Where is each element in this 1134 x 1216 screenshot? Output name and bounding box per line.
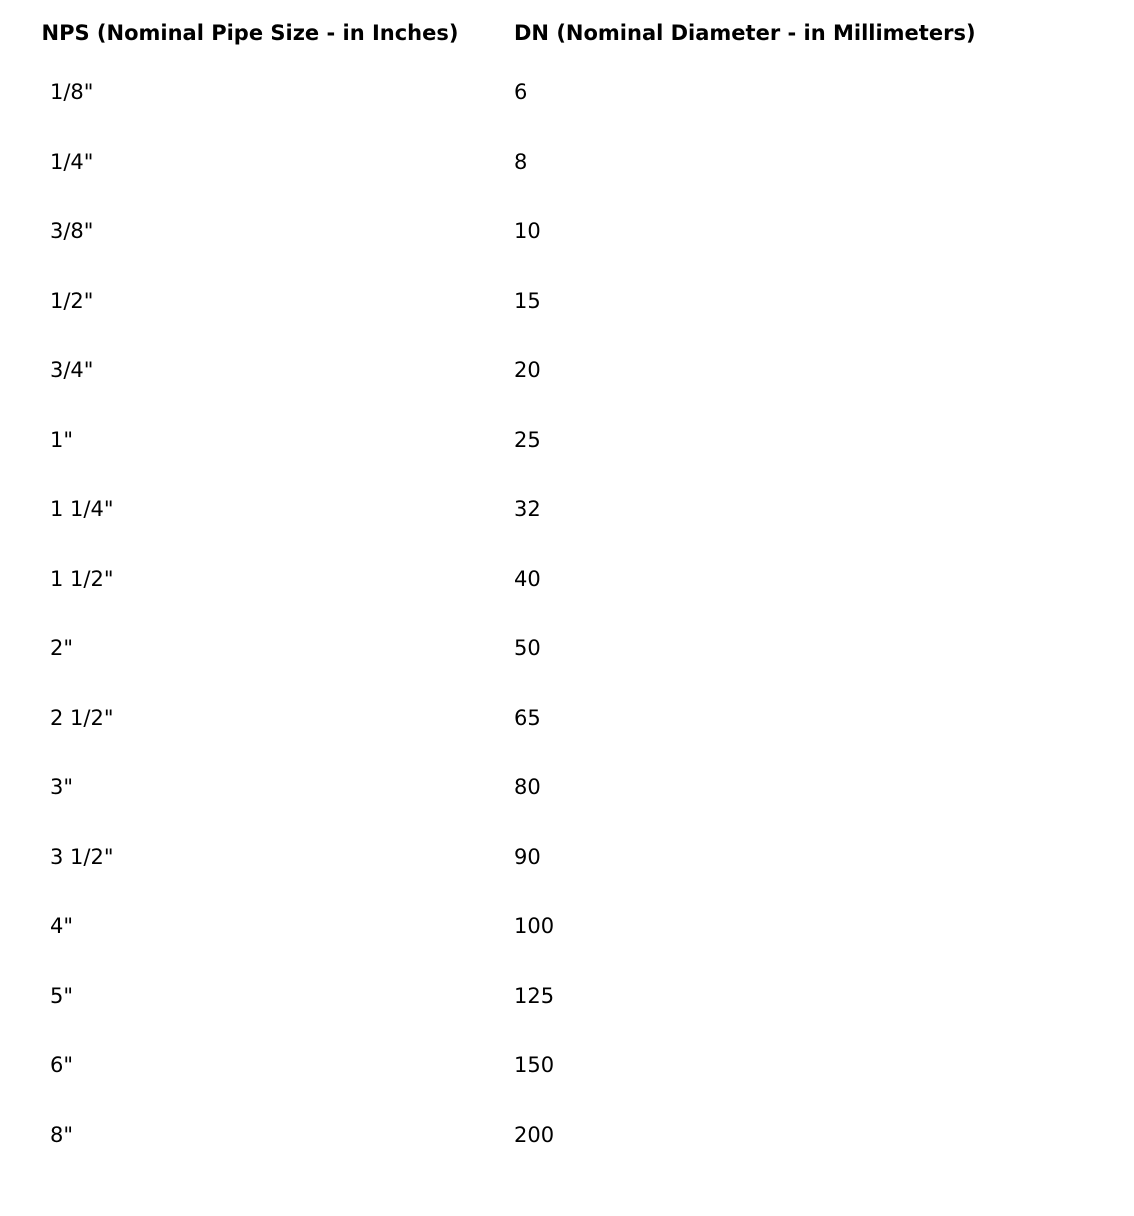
cell-dn: 32 [514, 497, 541, 522]
cell-dn: 200 [514, 1122, 555, 1147]
table-row [0, 1031, 1134, 1101]
table-header-row [0, 0, 1134, 58]
cell-nps: 1/8" [50, 80, 94, 105]
cell-dn: 25 [514, 427, 541, 452]
cell-nps: 2 1/2" [50, 705, 114, 730]
table-row [0, 405, 1134, 475]
table-row [0, 822, 1134, 892]
cell-dn: 6 [514, 80, 528, 105]
table-row [0, 197, 1134, 267]
cell-nps: 3 1/2" [50, 844, 114, 869]
cell-dn: 150 [514, 1053, 555, 1078]
table-row [0, 266, 1134, 336]
table-row [0, 961, 1134, 1031]
cell-nps: 1/2" [50, 288, 94, 313]
table-body [0, 58, 1134, 1170]
cell-dn: 80 [514, 775, 541, 800]
table-row [0, 892, 1134, 962]
cell-nps: 6" [50, 1053, 74, 1078]
table-row [0, 58, 1134, 128]
cell-nps: 2" [50, 636, 74, 661]
cell-nps: 1/4" [50, 149, 94, 174]
cell-nps: 1" [50, 427, 74, 452]
cell-nps: 3/4" [50, 358, 94, 383]
cell-nps: 1 1/2" [50, 566, 114, 591]
table-row [0, 683, 1134, 753]
cell-dn: 15 [514, 288, 541, 313]
cell-nps: 4" [50, 914, 74, 939]
table-row [0, 1100, 1134, 1170]
cell-dn: 125 [514, 983, 555, 1008]
column-header-dn: DN (Nominal Diameter - in Millimeters) [514, 21, 976, 45]
cell-nps: 3" [50, 775, 74, 800]
table-row [0, 753, 1134, 823]
cell-dn: 65 [514, 705, 541, 730]
table-row [0, 544, 1134, 614]
cell-dn: 50 [514, 636, 541, 661]
cell-dn: 90 [514, 844, 541, 869]
table-row [0, 614, 1134, 684]
table-row [0, 127, 1134, 197]
cell-dn: 10 [514, 219, 541, 244]
table-row [0, 475, 1134, 545]
cell-nps: 8" [50, 1122, 74, 1147]
cell-dn: 20 [514, 358, 541, 383]
column-header-nps: NPS (Nominal Pipe Size - in Inches) [41, 21, 459, 45]
cell-nps: 3/8" [50, 219, 94, 244]
cell-nps: 5" [50, 983, 74, 1008]
cell-nps: 1 1/4" [50, 497, 114, 522]
table-header [0, 0, 1134, 58]
table-row [0, 336, 1134, 406]
cell-dn: 40 [514, 566, 541, 591]
cell-dn: 100 [514, 914, 555, 939]
cell-dn: 8 [514, 149, 528, 174]
